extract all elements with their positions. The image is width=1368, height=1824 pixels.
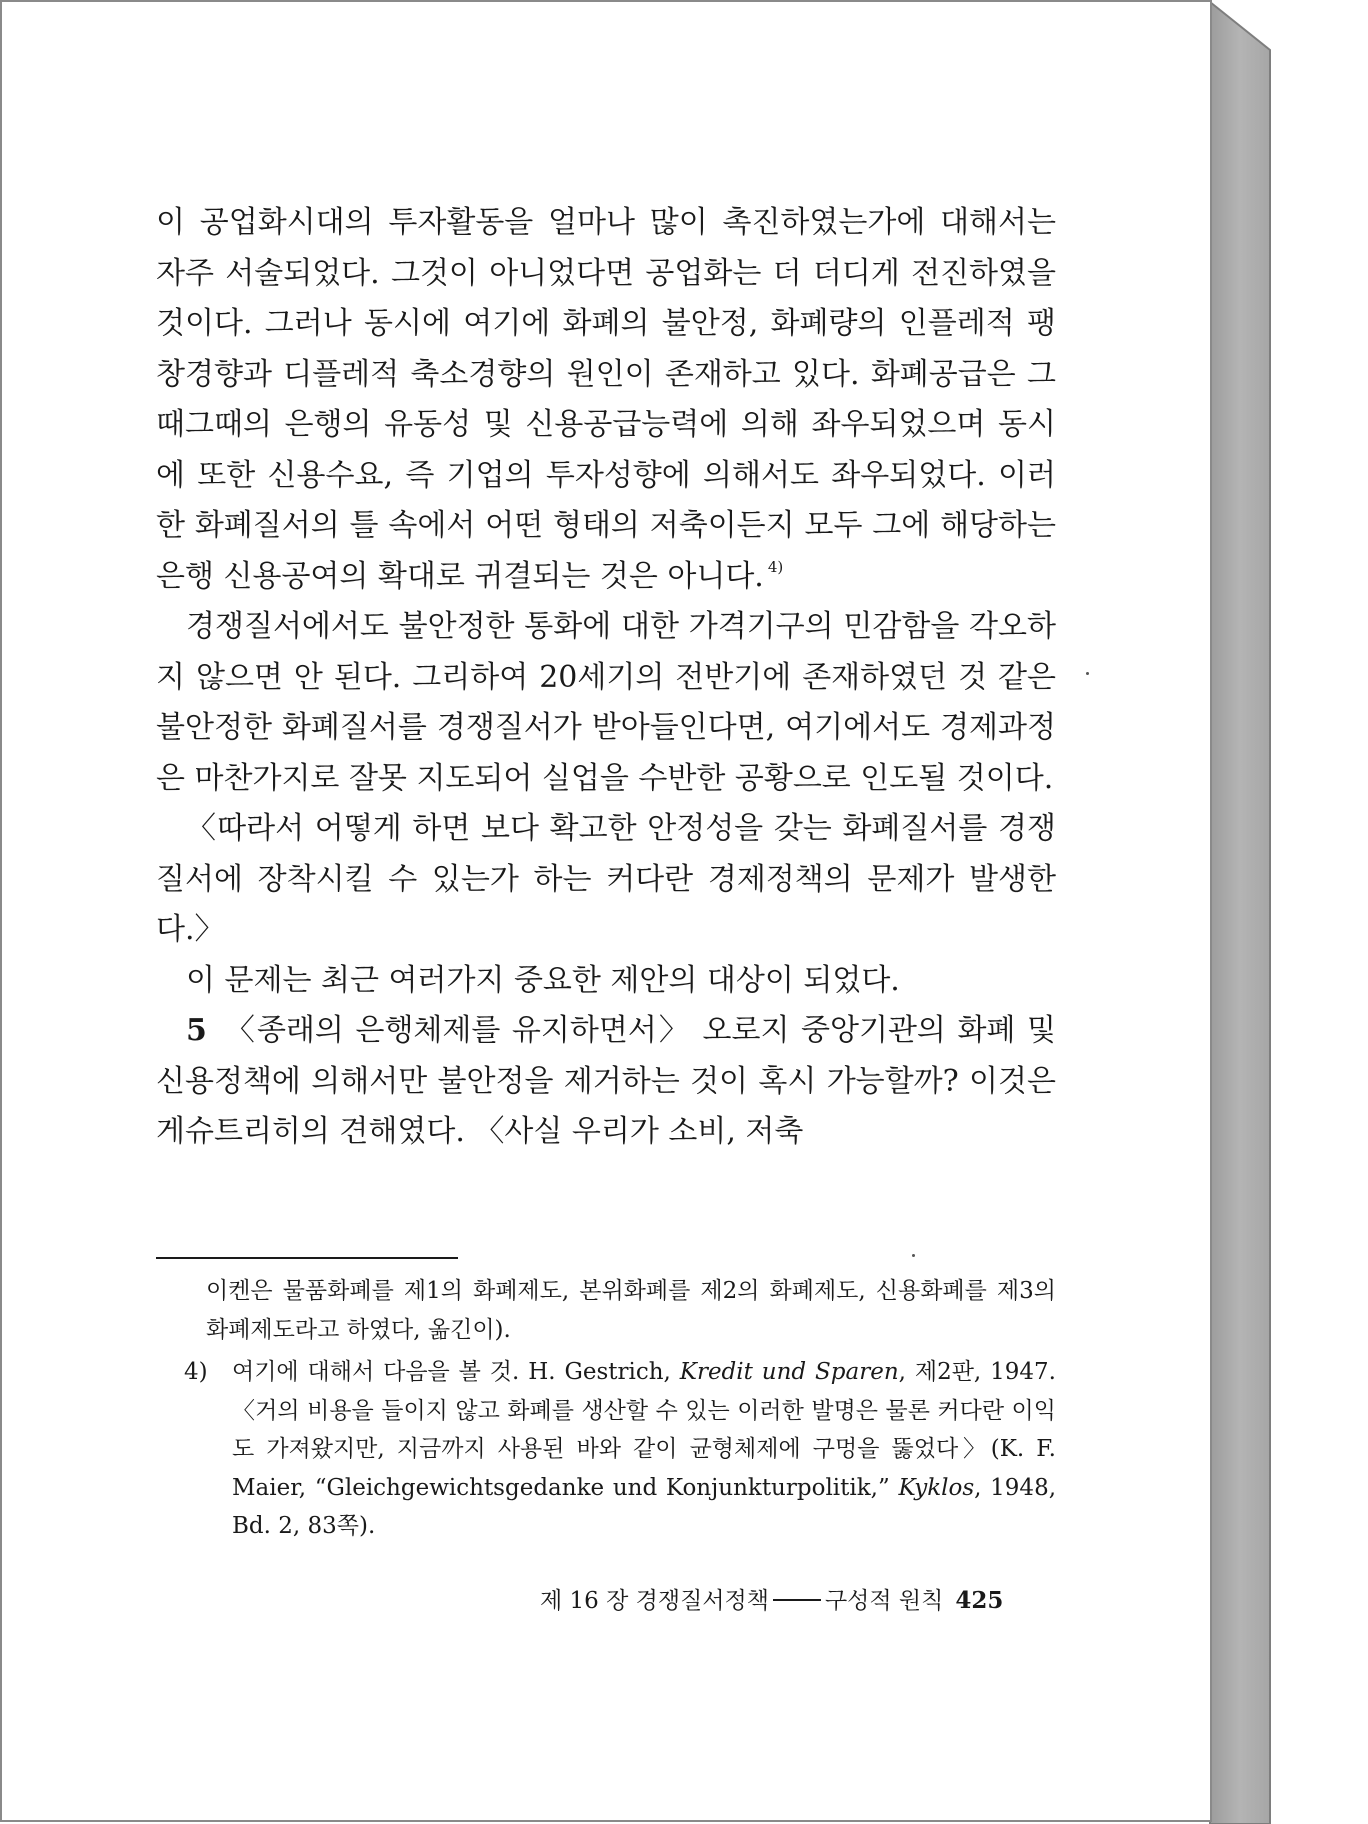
running-footer: [540, 1582, 1003, 1615]
section-text: 〈종래의 은행체제를 유지하면서〉 오로지 중앙기관의 화폐 및 신용정책에 의해서만 불안정을 제거하는 것이 혹시 가능할까? 이것은 게슈트리히의 견해였다. 〈사실 우리가 소비, 저축: [156, 1013, 1056, 1149]
footer-subtitle: 구성적 원칙: [824, 1588, 944, 1614]
body-text: [156, 198, 1056, 1158]
footer-chapter: 제 16 장 경쟁질서정책: [540, 1588, 769, 1614]
paragraph-2: 경쟁질서에서도 불안정한 통화에 대한 가격기구의 민감함을 각오하지 않으면 안 된다. 그리하여 20세기의 전반기에 존재하였던 것 같은 불안정한 화폐질서를 경쟁질서가 받아들인다면, 여기에서도 경제과정은 마찬가지로 잘못 지도되어 실업을 수반한 공황으로 인도될 것이다.: [156, 609, 1056, 796]
footnote-4-mid: , 제2판, 1947. 〈거의 비용을 들이지 않고 화폐를 생산할 수 있는 이러한 발명은 물론 커다란 이익도 가져왔지만, 지금까지 사용된 바와 같이 균형체제에 구멍을 뚫었다〉(K. F. Maier, “Gleichgewichtsgedanke und Konjunkturpolitik,”: [232, 1359, 1056, 1501]
footnote-4: [186, 1353, 1056, 1546]
scan-speck: [1086, 672, 1089, 675]
footnote-divider: [156, 1257, 458, 1259]
section-paragraph: [156, 1006, 1056, 1158]
footnote-4-body: [206, 1353, 1056, 1546]
section-number: 5: [186, 1013, 207, 1048]
footnote-4-post: , 1948, Bd. 2, 83쪽).: [232, 1474, 1057, 1539]
footnote-ref-4: 4): [767, 557, 784, 576]
paragraph-1-text: 이 공업화시대의 투자활동을 얼마나 많이 촉진하였는가에 대해서는 자주 서술되었다. 그것이 아니었다면 공업화는 더 더디게 전진하였을 것이다. 그러나 동시에 여기에 화폐의 불안정, 화폐량의 인플레적 팽창경향과 디플레적 축소경향의 원인이 존재하고 있다. 화폐공급은 그때그때의 은행의 유동성 및 신용공급능력에 의해 좌우되었으며 동시에 또한 신용수요, 즉 기업의 투자성향에 의해서도 좌우되었다. 이러한 화폐질서의 틀 속에서 어떤 형태의 저축이든지 모두 그에 해당하는 은행 신용공여의 확대로 귀결되는 것은 아니다.: [156, 205, 1056, 594]
paragraph-4: 이 문제는 최근 여러가지 중요한 제안의 대상이 되었다.: [186, 962, 900, 998]
footnote-4-title-2: Kyklos: [898, 1474, 975, 1501]
footnotes: [186, 1272, 1056, 1546]
footnote-continuation: 이켄은 물품화폐를 제1의 화폐제도, 본위화폐를 제2의 화폐제도, 신용화폐를 제3의 화폐제도라고 하였다, 옮긴이).: [206, 1278, 1056, 1343]
book-edge: [1208, 0, 1368, 1824]
paragraph-3: 〈따라서 어떻게 하면 보다 확고한 안정성을 갖는 화폐질서를 경쟁질서에 장착시킬 수 있는가 하는 커다란 경제정책의 문제가 발생한다.〉: [156, 811, 1056, 947]
page-number: 425: [955, 1587, 1004, 1614]
footnote-4-pre: 여기에 대해서 다음을 볼 것. H. Gestrich,: [232, 1359, 680, 1385]
scan-speck: [912, 1254, 915, 1257]
footnote-4-title-1: Kredit und Sparen: [679, 1359, 899, 1385]
footer-dash: [773, 1599, 821, 1601]
paragraph-1: [156, 198, 1056, 602]
footnote-4-mark: 4): [184, 1359, 208, 1385]
